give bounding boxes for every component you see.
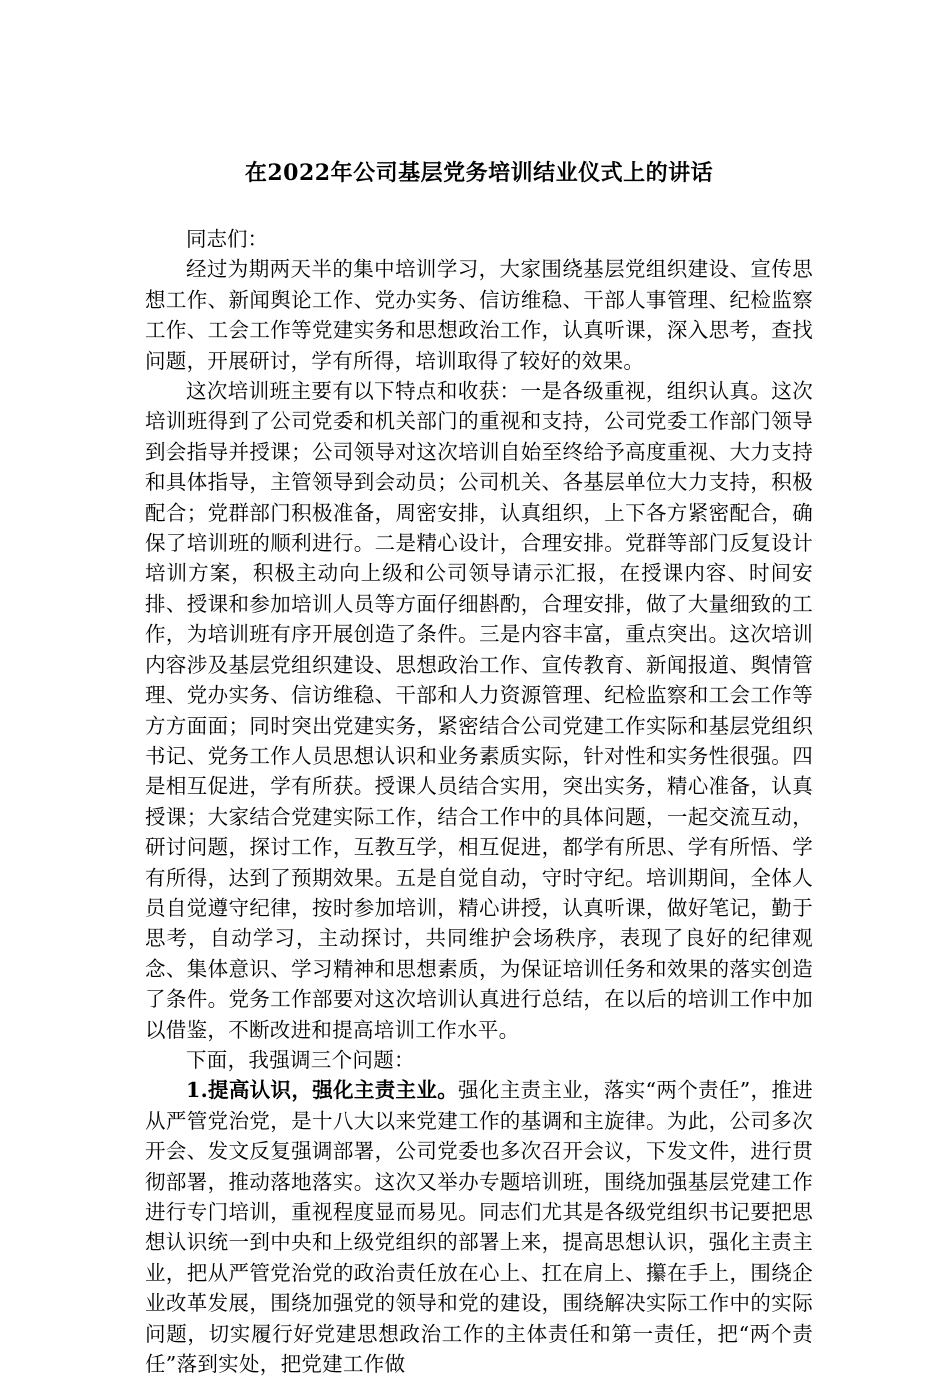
- point-1-heading: 1.提高认识，强化主责主业。: [186, 1078, 459, 1103]
- document-page: [145, 158, 813, 1379]
- paragraph-features: 这次培训班主要有以下特点和收获：一是各级重视，组织认真。这次培训班得到了公司党委和机关部门的重视和支持，公司党委工作部门领导到会指导并授课；公司领导对这次培训自始至终给予高度重视、大力支持和具体指导，主管领导到会动员；公司机关、各基层单位大力支持，积极配合；党群部门积极准备，周密安排，认真组织，上下各方紧密配合，确保了培训班的顺利进行。二是精心设计，合理安排。党群等部门反复设计培训方案，积极主动向上级和公司领导请示汇报，在授课内容、时间安排、授课和参加培训人员等方面仔细斟酌，合理安排，做了大量细致的工作，为培训班有序开展创造了条件。三是内容丰富，重点突出。这次培训内容涉及基层党组织建设、思想政治工作、宣传教育、新闻报道、舆情管理、党办实务、信访维稳、干部和人力资源管理、纪检监察和工会工作等方方面面；同时突出党建实务，紧密结合公司党建工作实际和基层党组织书记、党务工作人员思想认识和业务素质实际，针对性和实务性很强。四是相互促进，学有所获。授课人员结合实用，突出实务，精心准备，认真授课；大家结合党建实际工作，结合工作中的具体问题，一起交流互动，研讨问题，探讨工作，互教互学，相互促进，都学有所思、学有所悟、学有所得，达到了预期效果。五是自觉自动，守时守纪。培训期间，全体人员自觉遵守纪律，按时参加培训，精心讲授，认真听课，做好笔记，勤于思考，自动学习，主动探讨，共同维护会场秩序，表现了良好的纪律观念、集体意识、学习精神和思想素质，为保证培训任务和效果的落实创造了条件。党务工作部要对这次培训认真进行总结，在以后的培训工作中加以借鉴，不断改进和提高培训工作水平。: [145, 379, 813, 1042]
- paragraph-transition: 下面，我强调三个问题：: [186, 1047, 415, 1072]
- document-title: 在2022年公司基层党务培训结业仪式上的讲话: [244, 160, 714, 186]
- salutation: 同志们：: [186, 227, 268, 251]
- point-1-body: 强化主责主业，落实“两个责任”，推进从严管党治党，是十八大以来党建工作的基调和主旋律。为此，公司多次开会、发文反复强调部署，公司党委也多次召开会议，下发文件，进行贯彻部署，推动落地落实。这次又举办专题培训班，围绕加强基层党建工作进行专门培训，重视程度显而易见。同志们尤其是各级党组织书记要把思想认识统一到中央和上级党组织的部署上来，提高思想认识，强化主责主业，把从严管党治党的政治责任放在心上、扛在肩上、攥在手上，围绕企业改革发展，围绕加强党的领导和党的建设，围绕解决实际工作中的实际问题，切实履行好党建思想政治工作的主体责任和第一责任，把“两个责任”落到实处，把党建工作做: [145, 1078, 813, 1377]
- paragraph-point-1: [145, 1075, 813, 1379]
- paragraph-intro: 经过为期两天半的集中培训学习，大家围绕基层党组织建设、宣传思想工作、新闻舆论工作、党办实务、信访维稳、干部人事管理、纪检监察工作、工会工作等党建实务和思想政治工作，认真听课，深入思考，查找问题，开展研讨，学有所得，培训取得了较好的效果。: [145, 257, 813, 373]
